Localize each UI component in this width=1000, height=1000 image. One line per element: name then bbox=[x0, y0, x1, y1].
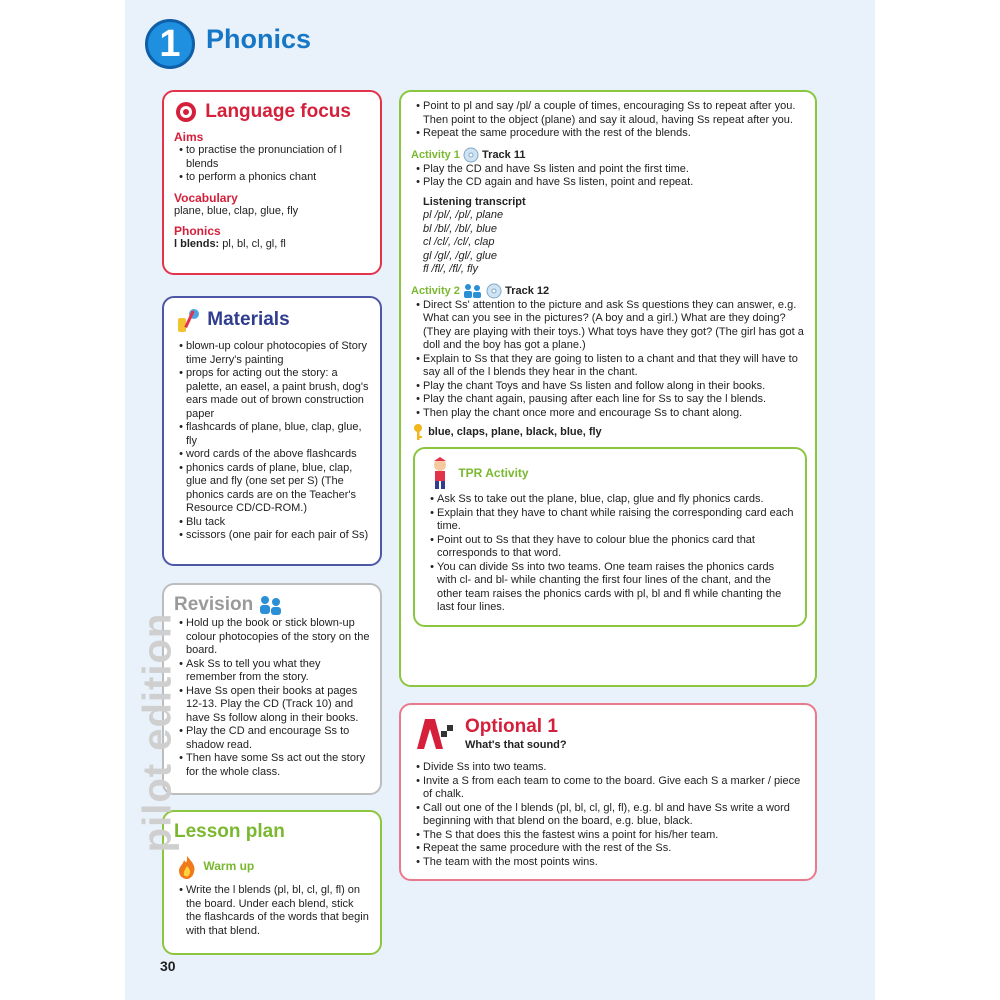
list-item: • phonics cards of plane, blue, clap, glue and fly (one set per S) (The phonics cards are on the Teacher's Resource CD/CD-ROM.) bbox=[186, 462, 370, 516]
list-item: • blown-up colour photocopies of Story time Jerry's painting bbox=[186, 340, 370, 367]
activity-1-heading bbox=[411, 147, 805, 163]
activity-2-label: Activity 2 bbox=[411, 284, 460, 297]
lesson-plan-heading: Lesson plan bbox=[174, 821, 285, 842]
activity-1-list bbox=[411, 163, 805, 190]
page-number: 30 bbox=[160, 958, 176, 974]
list-item: • Invite a S from each team to come to the board. Give each S a marker / piece of chalk. bbox=[423, 775, 805, 802]
list-item: • Call out one of the l blends (pl, bl, cl, gl, fl), e.g. bl and have Ss write a word beginning with that blend on the board, e.g. blue, black. bbox=[423, 802, 805, 829]
target-icon bbox=[174, 101, 200, 123]
language-focus-title: Language focus bbox=[205, 101, 351, 122]
list-item: • Then have some Ss act out the story for the whole class. bbox=[186, 752, 370, 779]
list-item: • Play the chant again, pausing after each line for Ss to say the l blends. bbox=[423, 393, 805, 407]
list-item: • Have Ss open their books at pages 12-13. Play the CD (Track 10) and have Ss follow along in their books. bbox=[186, 685, 370, 726]
list-item: • Point out to Ss that they have to colour blue the phonics card that corresponds to that word. bbox=[437, 534, 795, 561]
list-item: • The S that does this the fastest wins a point for his/her team. bbox=[423, 829, 805, 843]
vocabulary-label: Vocabulary bbox=[174, 190, 238, 205]
list-item: • props for acting out the story: a palette, an easel, a paint brush, dog's ears made out of brown construction paper bbox=[186, 367, 370, 421]
transcript-line: gl /gl/, /gl/, glue bbox=[423, 249, 497, 262]
key-words-text: blue, claps, plane, black, blue, fly bbox=[428, 425, 602, 438]
phonics-list: pl, bl, cl, gl, fl bbox=[219, 238, 286, 250]
revision-list bbox=[174, 617, 370, 779]
vocabulary-text: plane, blue, clap, glue, fly bbox=[174, 204, 299, 217]
tpr-heading bbox=[425, 457, 795, 491]
list-item: • Write the l blends (pl, bl, cl, gl, fl) on the board. Under each blend, stick the flashcards of the words that begin with that blend. bbox=[186, 884, 370, 938]
unit-number: 1 bbox=[159, 23, 181, 65]
optional-subtitle: What's that sound? bbox=[465, 739, 567, 751]
activity-1-track: Track 11 bbox=[482, 148, 526, 161]
list-item: • Explain that they have to chant while raising the corresponding card each time. bbox=[437, 507, 795, 534]
warm-up-list bbox=[174, 884, 370, 938]
phonics-prefix: l blends: bbox=[174, 238, 220, 250]
list-item: • Play the CD and encourage Ss to shadow read. bbox=[186, 725, 370, 752]
unit-number-badge bbox=[145, 19, 195, 69]
list-item: • Blu tack bbox=[186, 516, 370, 530]
list-item: • scissors (one pair for each pair of Ss) bbox=[186, 529, 370, 543]
list-item: • Direct Ss' attention to the picture and ask Ss questions they can answer, e.g. What can you see in the pictures? (A boy and a girl.) What are they doing? (They are playing with their toys.) What toys have they got? (The girl has got a doll and the boy has got a plane.) bbox=[423, 299, 805, 353]
language-focus-box bbox=[162, 90, 382, 275]
activity-2-list bbox=[411, 299, 805, 421]
materials-title: Materials bbox=[207, 309, 290, 331]
transcript-line: pl /pl/, /pl/, plane bbox=[423, 209, 504, 221]
activity-1-label: Activity 1 bbox=[411, 148, 460, 161]
transcript-line: fl /fl/, /fl/, fly bbox=[423, 263, 479, 275]
tpr-title: TPR Activity bbox=[458, 466, 529, 481]
aims-label: Aims bbox=[174, 130, 204, 144]
aims-list bbox=[174, 144, 370, 185]
list-item: • Point to pl and say /pl/ a couple of times, encouraging Ss to repeat after you. Then point to the object (plane) and say it aloud, having Ss repeat after you. bbox=[423, 100, 805, 127]
optional-list bbox=[411, 761, 805, 869]
list-item: • Explain to Ss that they are going to listen to a chant and that they will have to say all of the l blends they hear in the chant. bbox=[423, 353, 805, 380]
listening-transcript bbox=[423, 196, 805, 277]
list-item: • The team with the most points wins. bbox=[423, 856, 805, 870]
revision-heading bbox=[174, 593, 370, 617]
list-item: • flashcards of plane, blue, clap, glue, fly bbox=[186, 421, 370, 448]
phonics-label: Phonics bbox=[174, 224, 221, 238]
intro-list bbox=[411, 100, 805, 141]
paintbrush-icon bbox=[174, 306, 202, 334]
list-item: • Repeat the same procedure with the rest of the Ss. bbox=[423, 842, 805, 856]
warm-up-label: Warm up bbox=[203, 859, 255, 874]
key-words bbox=[411, 423, 805, 441]
transcript-line: cl /cl/, /cl/, clap bbox=[423, 236, 495, 248]
cd-icon bbox=[486, 283, 502, 299]
materials-list bbox=[174, 340, 370, 543]
list-item: • Play the chant Toys and have Ss listen and follow along in their books. bbox=[423, 380, 805, 394]
optional-title: Optional 1 bbox=[465, 716, 558, 737]
key-icon bbox=[411, 423, 425, 441]
list-item: • Hold up the book or stick blown-up colour photocopies of the story on the board. bbox=[186, 617, 370, 658]
warm-up-heading bbox=[174, 854, 370, 880]
optional-character-icon bbox=[411, 713, 457, 753]
pair-work-icon bbox=[463, 283, 483, 299]
list-item: • Divide Ss into two teams. bbox=[423, 761, 805, 775]
list-item: • You can divide Ss into two teams. One team raises the phonics cards with cl- and bl- while chanting the first four lines of the chant, and the other team raises the phonics cards with pl, bl and fl while chanting the last four lines. bbox=[437, 561, 795, 615]
optional-heading bbox=[411, 713, 805, 753]
optional-box bbox=[399, 703, 817, 881]
list-item: • Play the CD again and have Ss listen, point and repeat. bbox=[423, 176, 805, 190]
boy-character-icon bbox=[425, 457, 455, 491]
lesson-plan-box bbox=[162, 810, 382, 955]
watermark bbox=[108, 600, 188, 860]
activity-2-track: Track 12 bbox=[505, 284, 550, 297]
materials-heading bbox=[174, 306, 370, 334]
main-activities-box bbox=[399, 90, 817, 687]
watermark-text: pilot edition bbox=[135, 612, 180, 853]
pair-work-icon bbox=[258, 594, 284, 616]
activity-2-heading bbox=[411, 283, 805, 299]
page-title: Phonics bbox=[206, 24, 312, 54]
transcript-label: Listening transcript bbox=[423, 195, 526, 208]
phonics-text bbox=[174, 238, 370, 252]
tpr-list bbox=[425, 493, 795, 615]
tpr-activity-box bbox=[413, 447, 807, 627]
list-item: • word cards of the above flashcards bbox=[186, 448, 370, 462]
transcript-line: bl /bl/, /bl/, blue bbox=[423, 222, 497, 235]
language-focus-heading bbox=[174, 100, 370, 124]
list-item: • Then play the chant once more and encourage Ss to chant along. bbox=[423, 407, 805, 421]
list-item: • Ask Ss to tell you what they remember from the story. bbox=[186, 658, 370, 685]
materials-box bbox=[162, 296, 382, 566]
cd-icon bbox=[463, 147, 479, 163]
list-item: • Play the CD and have Ss listen and point the first time. bbox=[423, 163, 805, 177]
list-item: • Repeat the same procedure with the rest of the blends. bbox=[423, 127, 805, 141]
list-item: • to practise the pronunciation of l blends bbox=[186, 144, 370, 171]
revision-title: Revision bbox=[174, 594, 254, 615]
revision-box bbox=[162, 583, 382, 795]
list-item: • Ask Ss to take out the plane, blue, clap, glue and fly phonics cards. bbox=[437, 493, 795, 507]
list-item: • to perform a phonics chant bbox=[186, 171, 370, 185]
